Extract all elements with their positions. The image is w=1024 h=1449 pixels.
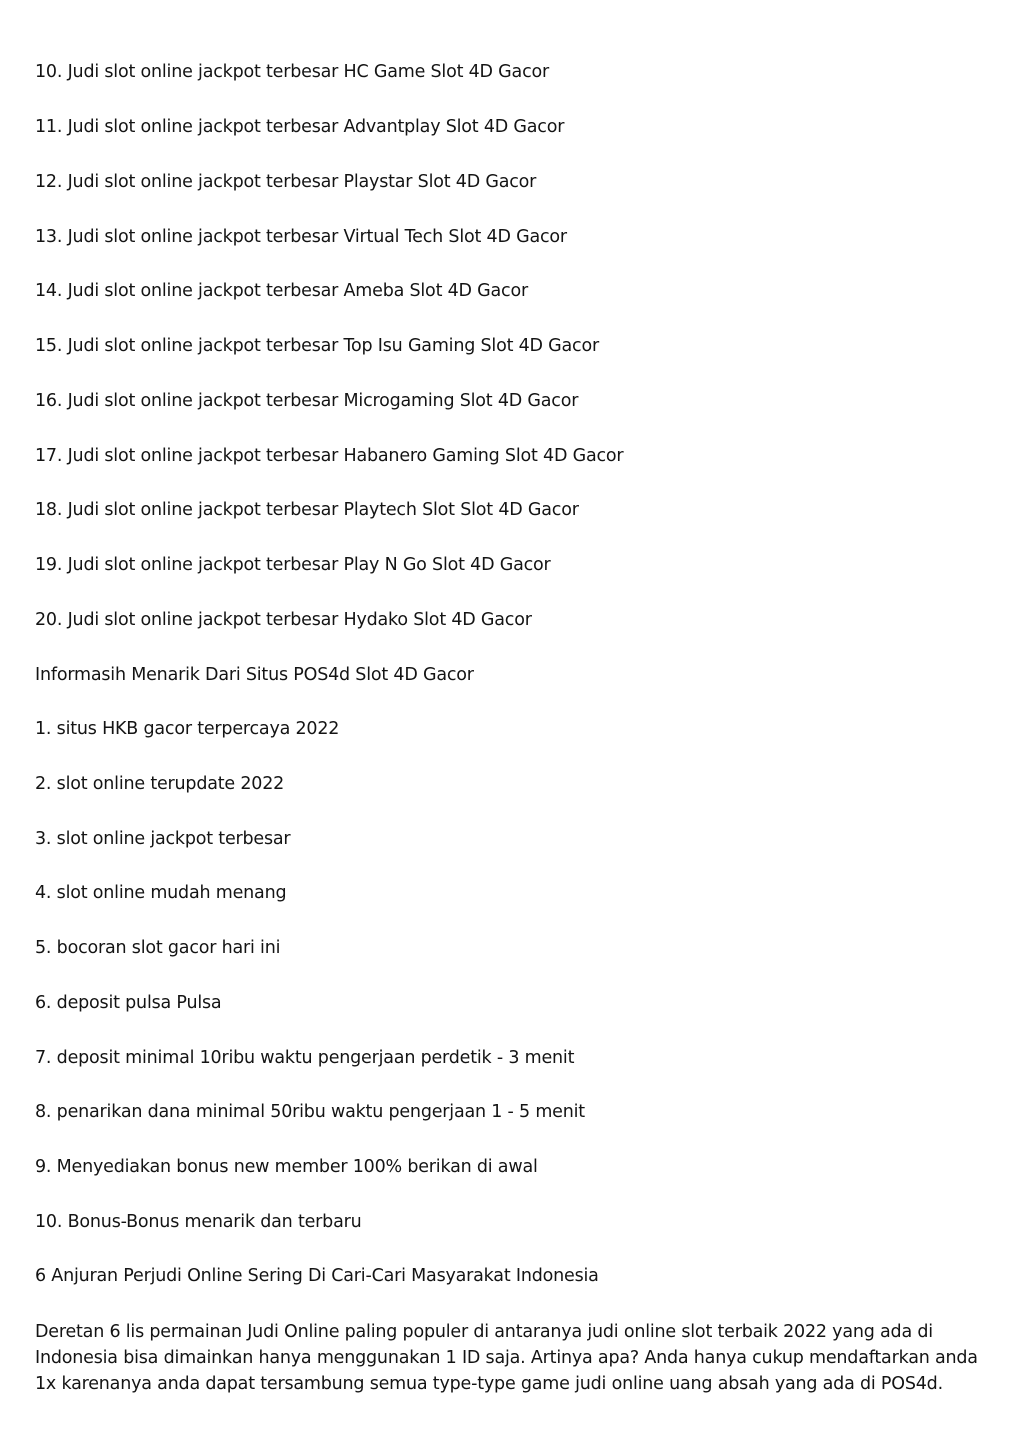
list-item: 18. Judi slot online jackpot terbesar Playtech Slot Slot 4D Gacor bbox=[35, 500, 579, 520]
list-item: 10. Bonus-Bonus menarik dan terbaru bbox=[35, 1212, 362, 1232]
list-item: 1. situs HKB gacor terpercaya 2022 bbox=[35, 719, 340, 739]
list-item: 2. slot online terupdate 2022 bbox=[35, 774, 285, 794]
list-item: 8. penarikan dana minimal 50ribu waktu pengerjaan 1 - 5 menit bbox=[35, 1102, 585, 1122]
list-item: 9. Menyediakan bonus new member 100% berikan di awal bbox=[35, 1157, 538, 1177]
list-item: 19. Judi slot online jackpot terbesar Play N Go Slot 4D Gacor bbox=[35, 555, 551, 575]
list-item: 17. Judi slot online jackpot terbesar Habanero Gaming Slot 4D Gacor bbox=[35, 446, 624, 466]
list-item: 6. deposit pulsa Pulsa bbox=[35, 993, 222, 1013]
list-item: 3. slot online jackpot terbesar bbox=[35, 829, 291, 849]
body-paragraph: Deretan 6 lis permainan Judi Online paling populer di antaranya judi online slot terbaik 2022 yang ada di Indonesia bisa dimainkan hanya menggunakan 1 ID saja. Artinya apa? Anda hanya cukup mendaftarkan anda 1x karenanya anda dapat tersambung semua type-type game judi online uang absah yang ada di POS4d. bbox=[35, 1322, 978, 1394]
section-heading-info: Informasih Menarik Dari Situs POS4d Slot 4D Gacor bbox=[35, 665, 474, 685]
list-item: 4. slot online mudah menang bbox=[35, 883, 287, 903]
list-item: 12. Judi slot online jackpot terbesar Playstar Slot 4D Gacor bbox=[35, 172, 537, 192]
list-item: 20. Judi slot online jackpot terbesar Hydako Slot 4D Gacor bbox=[35, 610, 532, 630]
list-item: 15. Judi slot online jackpot terbesar Top Isu Gaming Slot 4D Gacor bbox=[35, 336, 599, 356]
list-item: 11. Judi slot online jackpot terbesar Advantplay Slot 4D Gacor bbox=[35, 117, 565, 137]
list-item: 7. deposit minimal 10ribu waktu pengerjaan perdetik - 3 menit bbox=[35, 1048, 575, 1068]
list-item: 5. bocoran slot gacor hari ini bbox=[35, 938, 281, 958]
list-item: 10. Judi slot online jackpot terbesar HC Game Slot 4D Gacor bbox=[35, 62, 549, 82]
list-item: 14. Judi slot online jackpot terbesar Ameba Slot 4D Gacor bbox=[35, 281, 528, 301]
list-item: 16. Judi slot online jackpot terbesar Microgaming Slot 4D Gacor bbox=[35, 391, 579, 411]
section-heading-anjuran: 6 Anjuran Perjudi Online Sering Di Cari-Cari Masyarakat Indonesia bbox=[35, 1266, 599, 1286]
list-item: 13. Judi slot online jackpot terbesar Virtual Tech Slot 4D Gacor bbox=[35, 227, 567, 247]
